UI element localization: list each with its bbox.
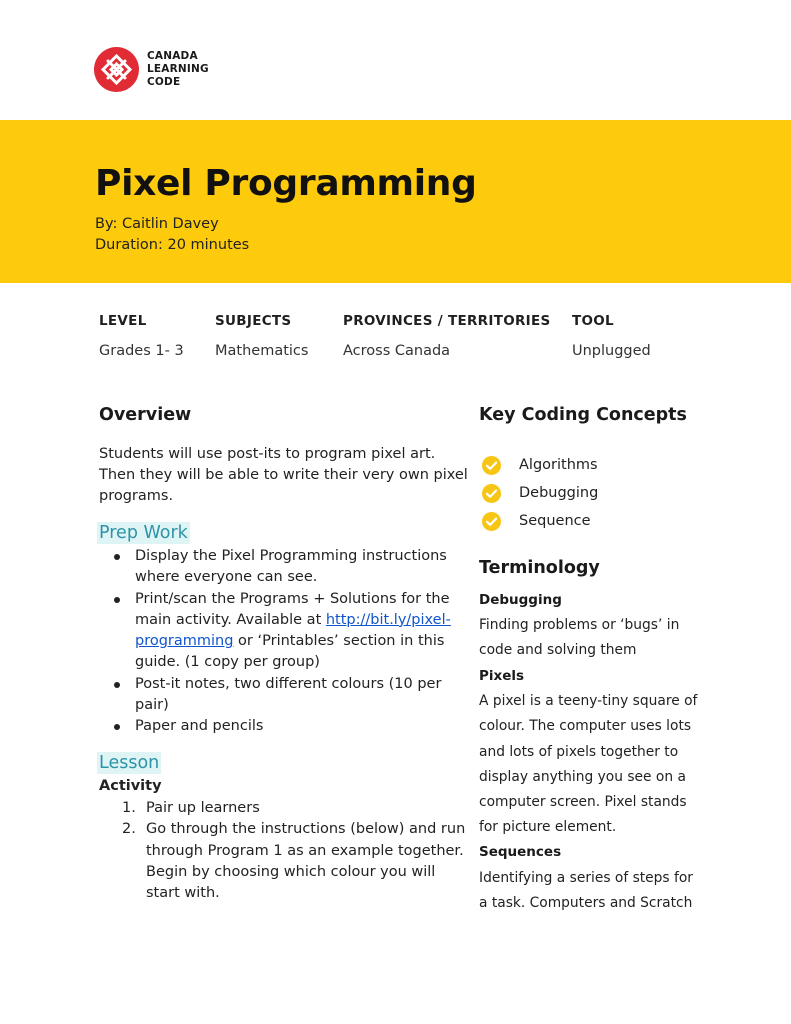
logo-mark-icon <box>94 47 139 92</box>
checkmark-icon <box>482 484 501 503</box>
level-value: Grades 1- 3 <box>99 343 184 359</box>
list-item: 1. Pair up learners <box>122 800 260 816</box>
subjects-label: SUBJECTS <box>215 313 292 329</box>
lesson-heading: Lesson <box>99 753 160 773</box>
term-debugging-definition: Finding problems or ‘bugs’ in code and solving them <box>479 617 680 659</box>
duration: Duration: 20 minutes <box>95 237 250 253</box>
subjects-value: Mathematics <box>215 343 309 359</box>
logo-line-3: CODE <box>147 76 181 88</box>
terminology-heading: Terminology <box>479 558 600 578</box>
level-label: LEVEL <box>99 313 147 329</box>
tool-value: Unplugged <box>572 343 651 359</box>
checkmark-icon <box>482 512 501 531</box>
activity-steps <box>122 798 472 904</box>
tool-label: TOOL <box>572 313 614 329</box>
provinces-value: Across Canada <box>343 343 451 359</box>
list-item: Paper and pencils <box>110 716 470 737</box>
page-title: Pixel Programming <box>95 163 477 204</box>
activity-heading: Activity <box>99 778 162 794</box>
list-item: Sequence <box>482 507 598 535</box>
key-concepts-list <box>482 451 598 535</box>
logo-wordmark <box>147 50 209 89</box>
term-sequences-definition: Identifying a series of steps for a task. Computers and Scratch <box>479 870 693 912</box>
author: By: Caitlin Davey <box>95 216 219 232</box>
list-item: Debugging <box>482 479 598 507</box>
prep-work-heading: Prep Work <box>99 523 188 543</box>
term-pixels: Pixels <box>479 668 525 684</box>
checkmark-icon <box>482 456 501 475</box>
list-item: Algorithms <box>482 451 598 479</box>
logo-line-2: LEARNING <box>147 63 209 75</box>
term-pixels-definition: A pixel is a teeny-tiny square of colour. The computer uses lots and lots of pixels together to display anything you see on a computer screen. Pixel stands for picture element. <box>479 693 698 836</box>
prep-work-list <box>110 546 470 738</box>
byline <box>95 214 249 256</box>
list-item: 2. Go through the instructions (below) and run through Program 1 as an example together. Begin by choosing which colour you will start with. <box>122 821 466 902</box>
list-item: Print/scan the Programs + Solutions for the main activity. Available at http://bit.ly/pixel-programming or ‘Printables’ section in this guide. (1 copy per group) <box>110 589 470 674</box>
provinces-label: PROVINCES / TERRITORIES <box>343 313 551 329</box>
logo-line-1: CANADA <box>147 50 198 62</box>
overview-heading: Overview <box>99 405 192 425</box>
term-debugging: Debugging <box>479 592 562 608</box>
overview-text: Students will use post-its to program pixel art. Then they will be able to write their very own pixel programs. <box>99 446 468 504</box>
canada-learning-code-logo <box>94 47 209 92</box>
list-item: Post-it notes, two different colours (10 per pair) <box>110 674 470 717</box>
printables-link[interactable]: http://bit.ly/pixel-programming <box>135 611 451 650</box>
term-sequences: Sequences <box>479 844 562 860</box>
key-concepts-heading: Key Coding Concepts <box>479 405 687 425</box>
list-item: Display the Pixel Programming instructions where everyone can see. <box>110 546 470 589</box>
